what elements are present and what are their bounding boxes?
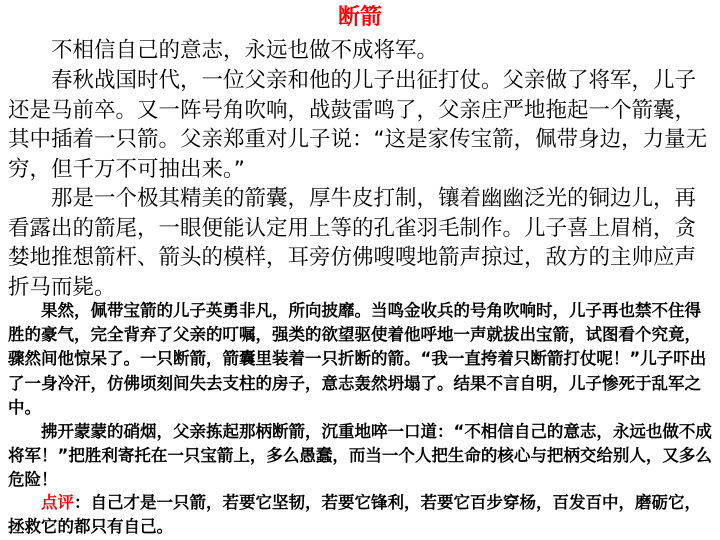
comment-label: 点评 <box>41 493 74 512</box>
paragraph-story-2: 那是一个极其精美的箭囊，厚牛皮打制，镶着幽幽泛光的铜边儿，再看露出的箭尾，一眼便能认定用上等的孔雀羽毛制作。儿子喜上眉梢，贪婪地推想箭杆、箭头的模样，耳旁仿佛嗖嗖地箭声掠过，敌方的主帅应声折马而毙。 <box>8 186 697 300</box>
comment-text: 自己才是一只箭，若要它坚韧，若要它锋利，若要它百步穿杨，百发百中，磨砺它，拯救它的都只有自己。 <box>8 493 701 537</box>
comment-paragraph <box>8 491 716 539</box>
paragraph-story-4: 拂开蒙蒙的硝烟，父亲拣起那柄断箭，沉重地啐一口道：“不相信自己的意志，永远也做不成将军！”把胜利寄托在一只宝箭上，多么愚蠢，而当一个人把生命的核心与把柄交给别人，又多么危险！ <box>8 422 712 490</box>
comment-colon: ： <box>74 493 91 512</box>
paragraph-intro: 不相信自己的意志，永远也做不成将军。 <box>51 38 439 63</box>
page-title: 断箭 <box>337 5 382 30</box>
paragraph-story-3: 果然，佩带宝箭的儿子英勇非凡，所向披靡。当鸣金收兵的号角吹响时，儿子再也禁不住得胜的豪气，完全背弃了父亲的叮嘱，强类的欲望驱使着他呼地一声就拔出宝箭，试图看个究竟，骤然间他惊呆了。一只断箭，箭囊里装着一只折断的箭。“我一直挎着只断箭打仗呢！”儿子吓出了一身冷汗，仿佛顷刻间失去支柱的房子，意志轰然坍塌了。结果不言自明，儿子惨死于乱军之中。 <box>8 301 707 417</box>
paragraph-story-1: 春秋战国时代，一位父亲和他的儿子出征打仗。父亲做了将军，儿子还是马前卒。又一阵号角吹响，战鼓雷鸣了，父亲庄严地拖起一个箭囊，其中插着一只箭。父亲郑重对儿子说：“这是家传宝箭，佩带身边，力量无穷，但千万不可抽出来。” <box>8 68 708 182</box>
